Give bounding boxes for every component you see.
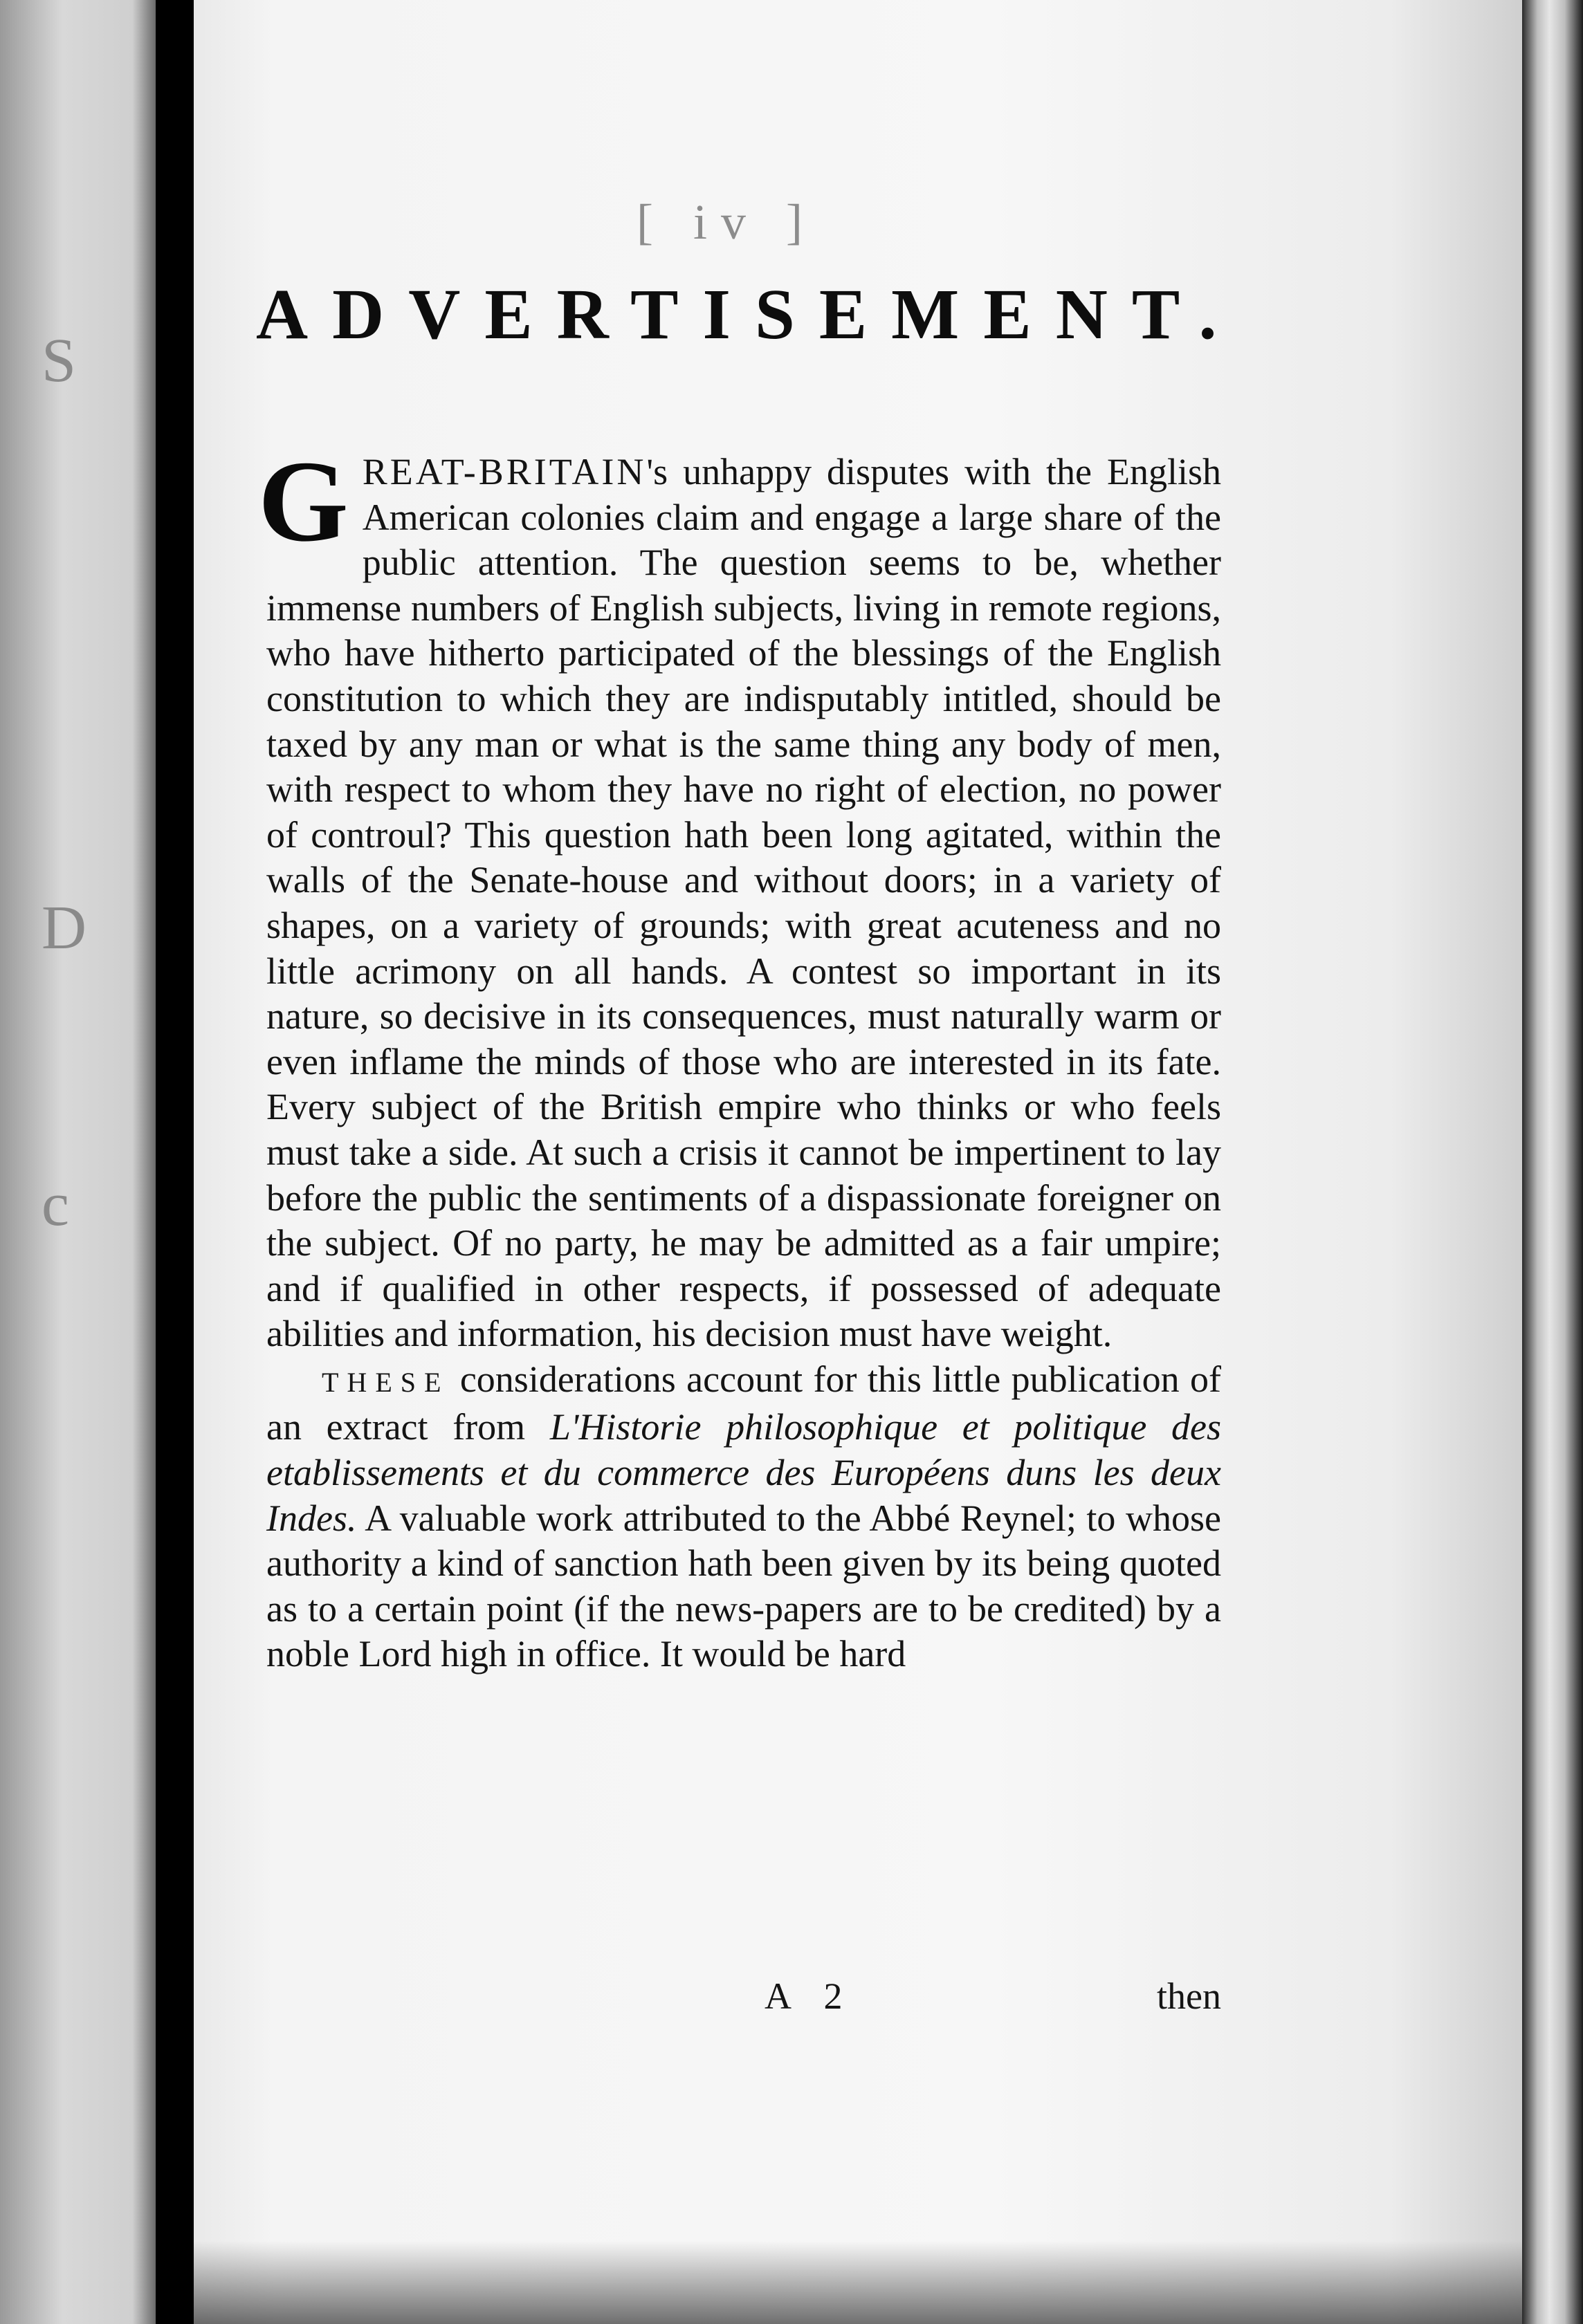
drop-cap: G: [258, 437, 349, 566]
page-number-mark: [ iv ]: [637, 194, 816, 250]
facing-page-edge: [0, 0, 156, 2324]
paragraph-1: [258, 437, 1221, 1357]
page-title: ADVERTISEMENT.: [256, 275, 1241, 354]
facing-page-showthrough: c: [42, 1170, 69, 1239]
paragraph-1-text: 's unhappy disputes with the English American colonies claim and engage a large share of the public attention. The question seems to be, whether immense numbers of English subjects, living in remote regions, who have hitherto participated of the blessings of the English constitution to which they are indisputably intitled, should be taxed by any man or what is the same thing any body of men, with respect to whom they have no right of election, no power of controul? This question hath been long agitated, within the walls of the Senate-house and without doors; in a variety of shapes, on a variety of grounds; with great acuteness and no little acrimony on all hands. A contest so important in its nature, so decisive in its consequences, must naturally warm or even inflame the minds of those who are interested in its fate. Every subject of the British empire who thinks or who feels must take a side. At such a crisis it cannot be impertinent to lay before the public the sentiments of a dispassionate foreigner on the subject. Of no party, he may be admitted as a fair umpire; and if qualified in other respects, if possessed of adequate abilities and information, his decision must have weight.: [266, 451, 1221, 1355]
facing-page-showthrough: S: [42, 326, 77, 395]
page-gutter: [156, 0, 194, 2324]
lead-in-caps: THESE: [322, 1366, 450, 1398]
paragraph-2-text-continued: A valuable work attributed to the Abbé Reynel; to whose authority a kind of sanction hath been given by its being quoted as to a certain point (if the news-papers are to be credited) by a noble Lord high in office. It would be hard: [266, 1497, 1221, 1675]
paragraph-2: [266, 1357, 1221, 1677]
body-text: [258, 437, 1221, 1677]
scan-shadow: [194, 2241, 1522, 2324]
page-footer: [266, 1975, 1221, 2023]
book-title-italic: L'Historie philosophique et politique des etablissements et du commerce des Européens duns les deux Indes.: [266, 1406, 1221, 1539]
signature-mark: A 2: [765, 1975, 855, 2017]
lead-in-caps: REAT-BRITAIN: [362, 451, 647, 492]
page-edge-right: [1522, 0, 1583, 2324]
paragraph-2-text: considerations account for this little publication of an extract from: [266, 1358, 1221, 1448]
catchword: then: [1157, 1975, 1221, 2017]
facing-page-showthrough: D: [42, 894, 86, 962]
